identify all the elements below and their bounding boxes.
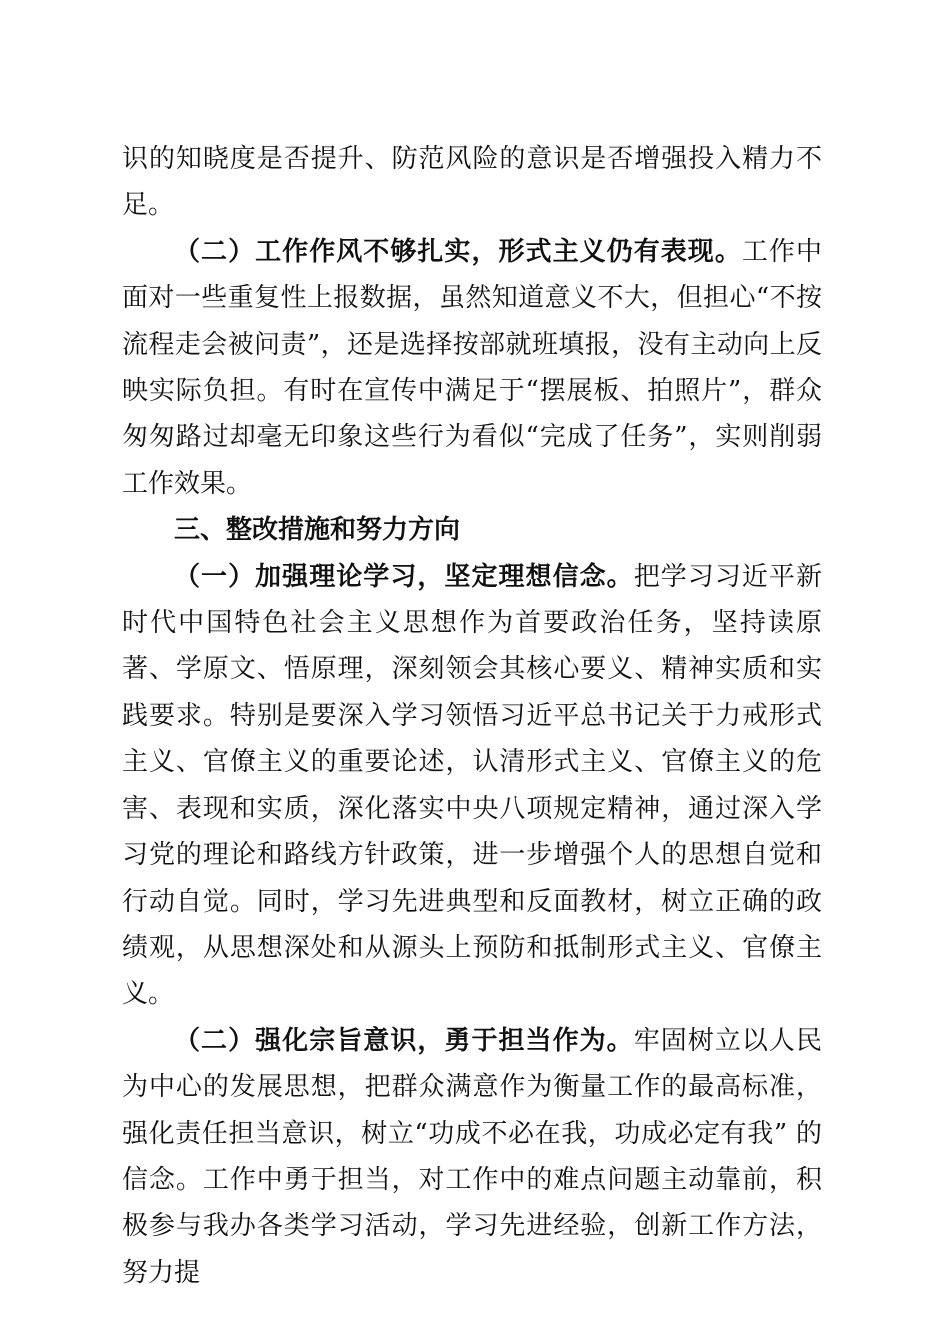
section-heading: 三、整改措施和努力方向 <box>174 515 461 546</box>
paragraph-text: 工作中面对一些重复性上报数据，虽然知道意义不大，但担心“不按流程走会被问责”，还是选择按部就班填报，没有主动向上反映实际负担。有时在宣传中满足于“摆展板、拍照片”，群众匆匆路过却毫无印象这些行为看似“完成了任务”，实则削弱工作效果。 <box>122 236 822 499</box>
paragraph-text: 牢固树立以人民为中心的发展思想，把群众满意作为衡量工作的最高标准，强化责任担当意识，树立“功成不必在我，功成必定有我” 的信念。工作中勇于担当，对工作中的难点问题主动靠前，积极参与我办各类学习活动，学习先进经验，创新工作方法，努力提 <box>122 1025 822 1288</box>
paragraph-lead: （二）强化宗旨意识，勇于担当作为。 <box>174 1025 634 1056</box>
paragraph-work-style <box>122 229 822 507</box>
paragraph-text: 识的知晓度是否提升、防范风险的意识是否增强投入精力不足。 <box>122 144 822 221</box>
paragraph-theory-study <box>122 554 822 1018</box>
paragraph-lead: （二）工作作风不够扎实，形式主义仍有表现。 <box>174 236 742 267</box>
paragraph-text: 把学习习近平新时代中国特色社会主义思想作为首要政治任务，坚持读原著、学原文、悟原理，深刻领会其核心要义、精神实质和实践要求。特别是要深入学习领悟习近平总书记关于力戒形式主义、官僚主义的重要论述，认清形式主义、官僚主义的危害、表现和实质，深化落实中央八项规定精神，通过深入学习党的理论和路线方针政策，进一步增强个人的思想自觉和行动自觉。同时，学习先进典型和反面教材，树立正确的政绩观，从思想深处和从源头上预防和抵制形式主义、官僚主义。 <box>122 561 822 1010</box>
paragraph-purpose-awareness <box>122 1018 822 1296</box>
paragraph-continuation <box>122 136 822 229</box>
document-page <box>122 136 822 1296</box>
paragraph-lead: （一）加强理论学习，坚定理想信念。 <box>174 561 634 592</box>
